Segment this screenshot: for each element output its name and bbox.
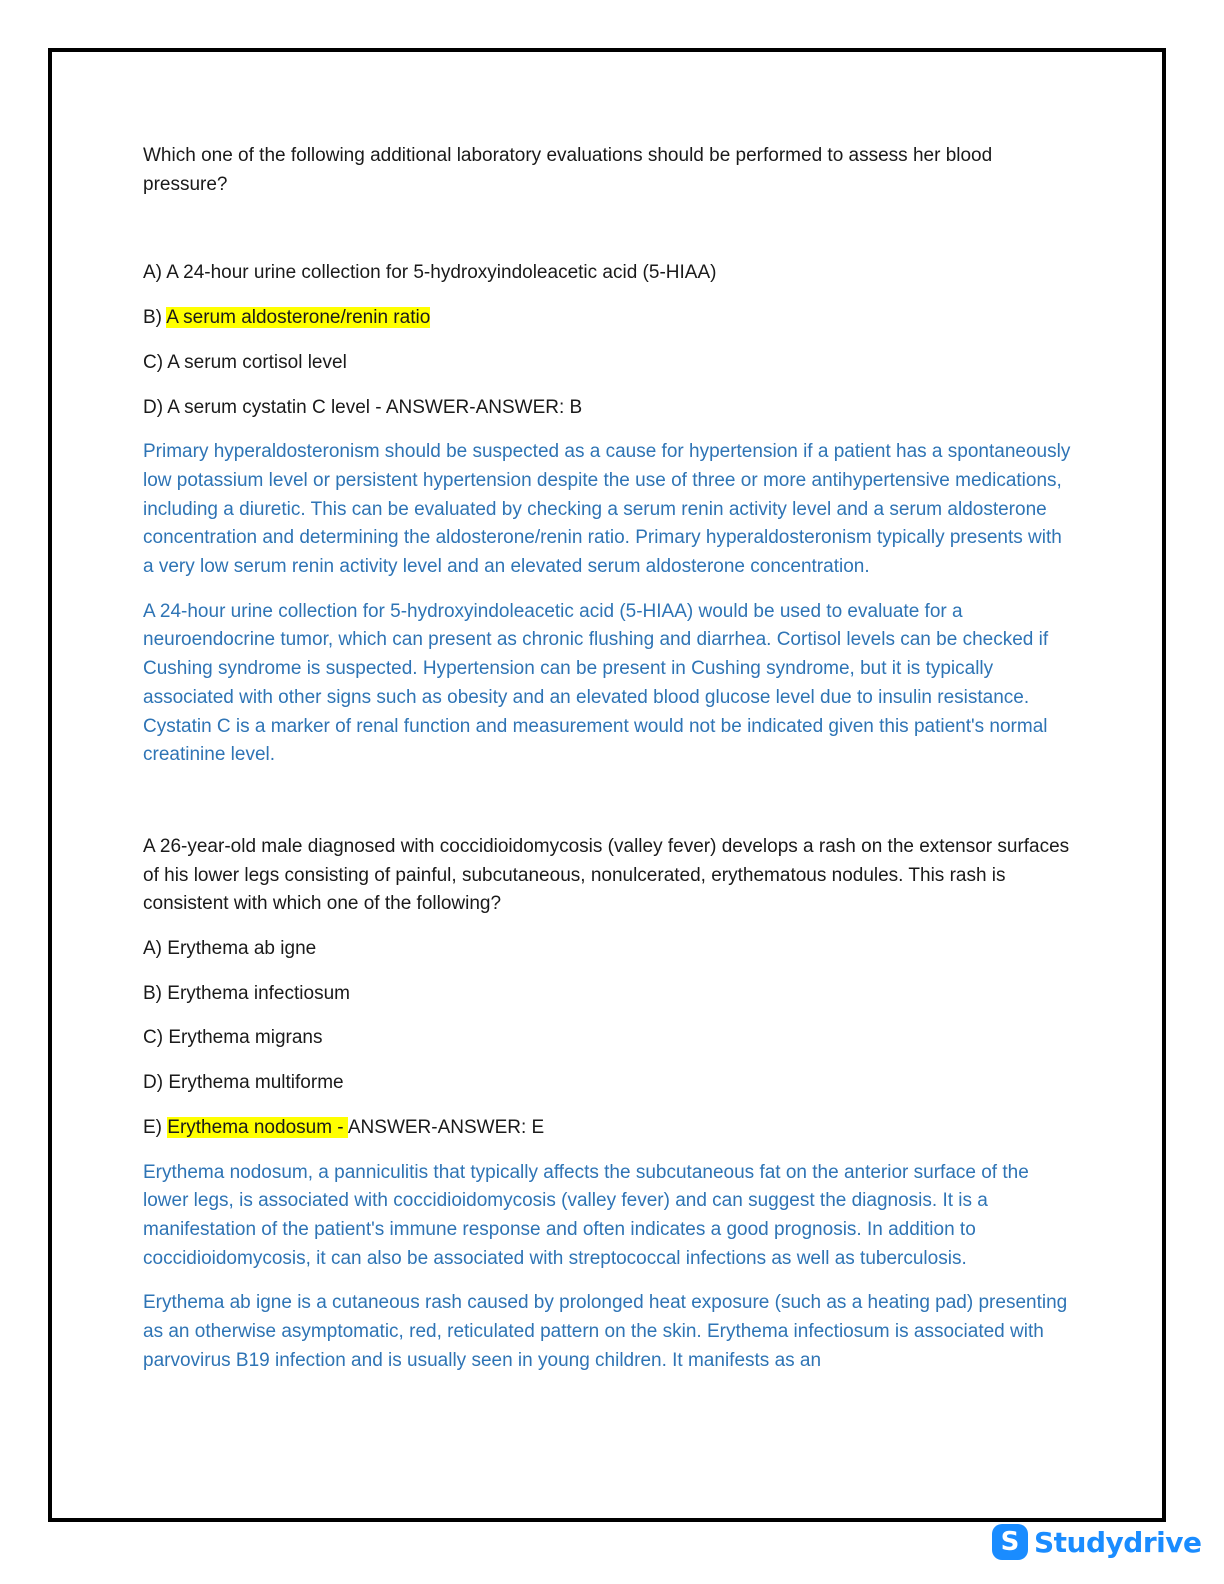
q1-option-b-prefix: B) <box>143 307 167 329</box>
studydrive-logo[interactable] <box>992 1522 1201 1562</box>
q2-option-e-suffix: ANSWER-ANSWER: E <box>347 1116 545 1138</box>
q1-explanation-2: A 24-hour urine collection for 5-hydroxyindoleacetic acid (5-HIAA) would be used to evaluate for a neuroendocrine tumor, which can present as chronic flushing and diarrhea. Cortisol levels can be checked if Cushing syndrome is suspected. Hypertension can be present in Cushing syndrome, but it is typically associated with other signs such as obesity and an elevated blood glucose level due to insulin resistance. Cystatin C is a marker of renal function and measurement would not be indicated given this patient's normal creatinine level. <box>143 600 1049 766</box>
q1-option-b-highlight: A serum aldosterone/renin ratio <box>166 307 431 329</box>
spacer <box>143 770 1073 833</box>
q1-option-c: C) A serum cortisol level <box>143 351 347 373</box>
q1-option-d: D) A serum cystatin C level - ANSWER-ANSWER: B <box>143 396 583 418</box>
q2-option-e <box>143 1114 1073 1143</box>
question-2-text: A 26-year-old male diagnosed with coccidioidomycosis (valley fever) develops a rash on the extensor surfaces of his lower legs consisting of painful, subcutaneous, nonulcerated, erythematous nodules. This rash is consistent with which one of the following? <box>143 835 1070 915</box>
q2-explanation-1: Erythema nodosum, a panniculitis that typically affects the subcutaneous fat on the anterior surface of the lower legs, is associated with coccidioidomycosis (valley fever) and can suggest the diagnosis. It is a manifestation of the patient's immune response and often indicates a good prognosis. In addition to coccidioidomycosis, it can also be associated with streptococcal infections as well as tuberculosis. <box>143 1161 1029 1269</box>
document-body <box>143 142 1073 1376</box>
studydrive-badge-icon: S <box>992 1524 1028 1560</box>
q1-option-b <box>143 304 1073 333</box>
spacer <box>143 199 1073 259</box>
q2-option-d: D) Erythema multiforme <box>143 1072 344 1094</box>
q2-option-a: A) Erythema ab igne <box>143 938 317 960</box>
q2-option-b: B) Erythema infectiosum <box>143 982 350 1004</box>
question-1-text: Which one of the following additional laboratory evaluations should be performed to assess her blood pressure? <box>143 145 993 195</box>
q1-explanation-1: Primary hyperaldosteronism should be suspected as a cause for hypertension if a patient has a spontaneously low potassium level or persistent hypertension despite the use of three or more antihypertensive medications, including a diuretic. This can be evaluated by checking a serum renin activity level and a serum aldosterone concentration and determining the aldosterone/renin ratio. Primary hyperaldosteronism typically presents with a very low serum renin activity level and an elevated serum aldosterone concentration. <box>143 441 1071 578</box>
studydrive-wordmark: Studydrive <box>1034 1525 1202 1559</box>
q2-explanation-2: Erythema ab igne is a cutaneous rash caused by prolonged heat exposure (such as a heating pad) presenting as an otherwise asymptomatic, red, reticulated pattern on the skin. Erythema infectiosum is associated with parvovirus B19 infection and is usually seen in young children. It manifests as an <box>143 1292 1068 1371</box>
q2-option-c: C) Erythema migrans <box>143 1027 323 1049</box>
q2-option-e-prefix: E) <box>143 1116 168 1138</box>
q1-option-a: A) A 24-hour urine collection for 5-hydroxyindoleacetic acid (5-HIAA) <box>143 262 717 284</box>
q2-option-e-highlight: Erythema nodosum - <box>167 1116 348 1138</box>
